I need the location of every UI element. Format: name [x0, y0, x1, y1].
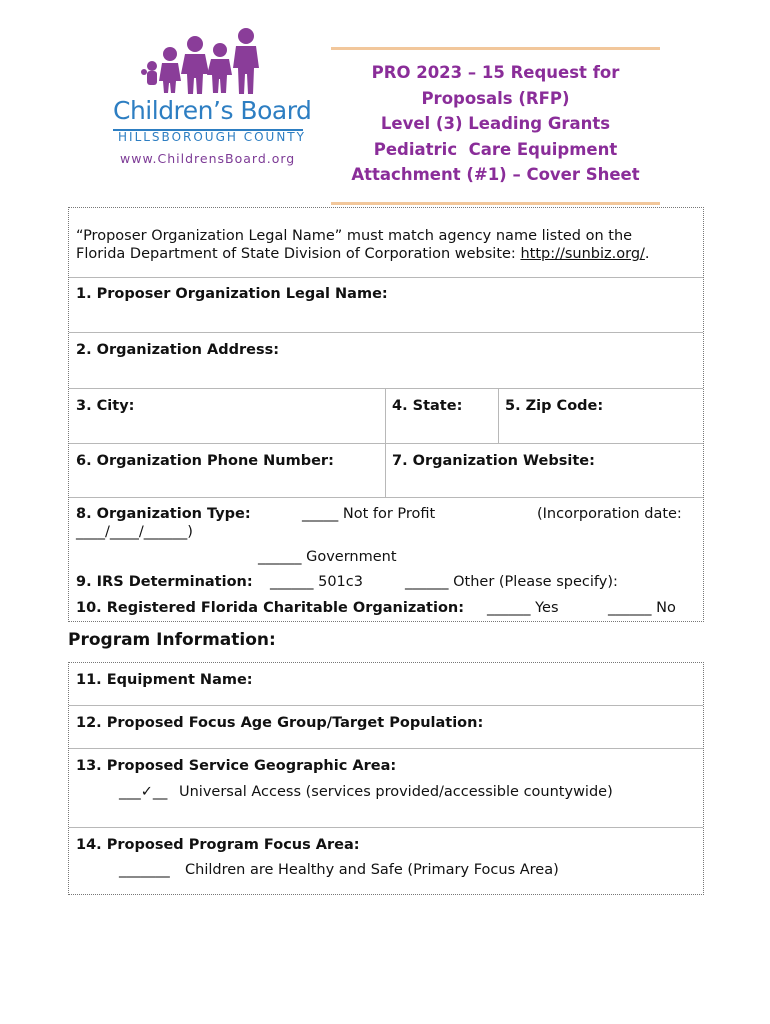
irs-501c3-option[interactable] [270, 574, 363, 590]
legal-name-row[interactable] [69, 278, 703, 333]
irs-label: 9. IRS Determination: [76, 574, 253, 590]
not-for-profit-label: Not for Profit [338, 506, 436, 522]
title-line-5: Attachment (#1) – Cover Sheet [351, 165, 640, 184]
title-line-1: PRO 2023 – 15 Request for [371, 63, 620, 82]
title-line-2: Proposals (RFP) [421, 88, 570, 108]
phone-label: 6. Organization Phone Number: [76, 453, 334, 469]
intro-row [69, 208, 703, 278]
focus-area-label: 14. Proposed Program Focus Area: [76, 837, 360, 853]
city-state-zip-row [69, 389, 703, 444]
focus-age-row[interactable] [69, 706, 703, 749]
divider [498, 389, 499, 443]
government-label: Government [301, 549, 397, 565]
incorporation-label: (Incorporation date: [537, 506, 682, 522]
state-label: 4. State: [392, 398, 463, 414]
title-block [331, 47, 660, 205]
not-for-profit-option[interactable] [302, 506, 435, 522]
irs-other-label: Other (Please specify): [448, 574, 618, 590]
address-label: 2. Organization Address: [76, 342, 280, 358]
no-label: No [651, 600, 676, 616]
intro-line-2 [76, 246, 650, 262]
healthy-safe-label: Children are Healthy and Safe (Primary Focus Area) [185, 862, 559, 878]
sunbiz-link[interactable]: http://sunbiz.org/ [520, 246, 645, 262]
irs-other-blank: ______ [405, 574, 449, 590]
geo-area-label: 13. Proposed Service Geographic Area: [76, 758, 397, 774]
irs-other-option[interactable] [405, 574, 618, 590]
equipment-row[interactable] [69, 663, 703, 706]
org-type-row [69, 498, 703, 621]
logo-county: HILLSBOROUGH COUNTY [118, 130, 306, 144]
not-for-profit-blank: _____ [302, 506, 339, 522]
logo-url: www.ChildrensBoard.org [120, 151, 296, 166]
org-type-label: 8. Organization Type: [76, 506, 251, 522]
irs-501c3-label: 501c3 [313, 574, 363, 590]
equipment-label: 11. Equipment Name: [76, 672, 253, 688]
universal-access-check[interactable]: ___✓__ [119, 784, 168, 800]
intro-line-2-suffix: . [644, 246, 650, 262]
program-info-heading: Program Information: [68, 630, 276, 650]
website-label: 7. Organization Website: [392, 453, 595, 469]
government-option[interactable] [258, 549, 397, 565]
legal-name-label: 1. Proposer Organization Legal Name: [76, 286, 388, 302]
phone-website-row [69, 444, 703, 498]
charitable-label: 10. Registered Florida Charitable Organization: [76, 600, 465, 616]
irs-501c3-blank: ______ [270, 574, 314, 590]
incorporation-date-field[interactable]: ____/____/______) [76, 524, 193, 540]
yes-label: Yes [530, 600, 559, 616]
focus-age-label: 12. Proposed Focus Age Group/Target Population: [76, 715, 484, 731]
government-blank: ______ [258, 549, 302, 565]
childrens-board-logo [110, 26, 310, 171]
title-line-3: Level (3) Leading Grants [380, 114, 611, 133]
focus-area-row [69, 828, 703, 894]
divider [385, 444, 386, 497]
program-info-form [68, 662, 704, 895]
city-label: 3. City: [76, 398, 135, 414]
intro-line-1: “Proposer Organization Legal Name” must match agency name listed on the [76, 228, 633, 244]
no-blank: ______ [608, 600, 652, 616]
cover-sheet-form [68, 207, 704, 622]
logo-name: Children’s Board [113, 96, 312, 125]
charitable-yes-option[interactable] [487, 600, 559, 616]
intro-line-2-text: Florida Department of State Division of Corporation website: [76, 246, 521, 262]
zip-label: 5. Zip Code: [505, 398, 604, 414]
universal-access-label: Universal Access (services provided/accessible countywide) [179, 784, 613, 800]
yes-blank: ______ [487, 600, 531, 616]
healthy-safe-check[interactable]: _______ [119, 862, 170, 878]
geo-area-row [69, 749, 703, 828]
children-silhouettes-icon [140, 26, 280, 94]
title-line-4: Pediatric Care Equipment [373, 139, 618, 159]
divider [385, 389, 386, 443]
charitable-no-option[interactable] [608, 600, 676, 616]
address-row[interactable] [69, 333, 703, 389]
